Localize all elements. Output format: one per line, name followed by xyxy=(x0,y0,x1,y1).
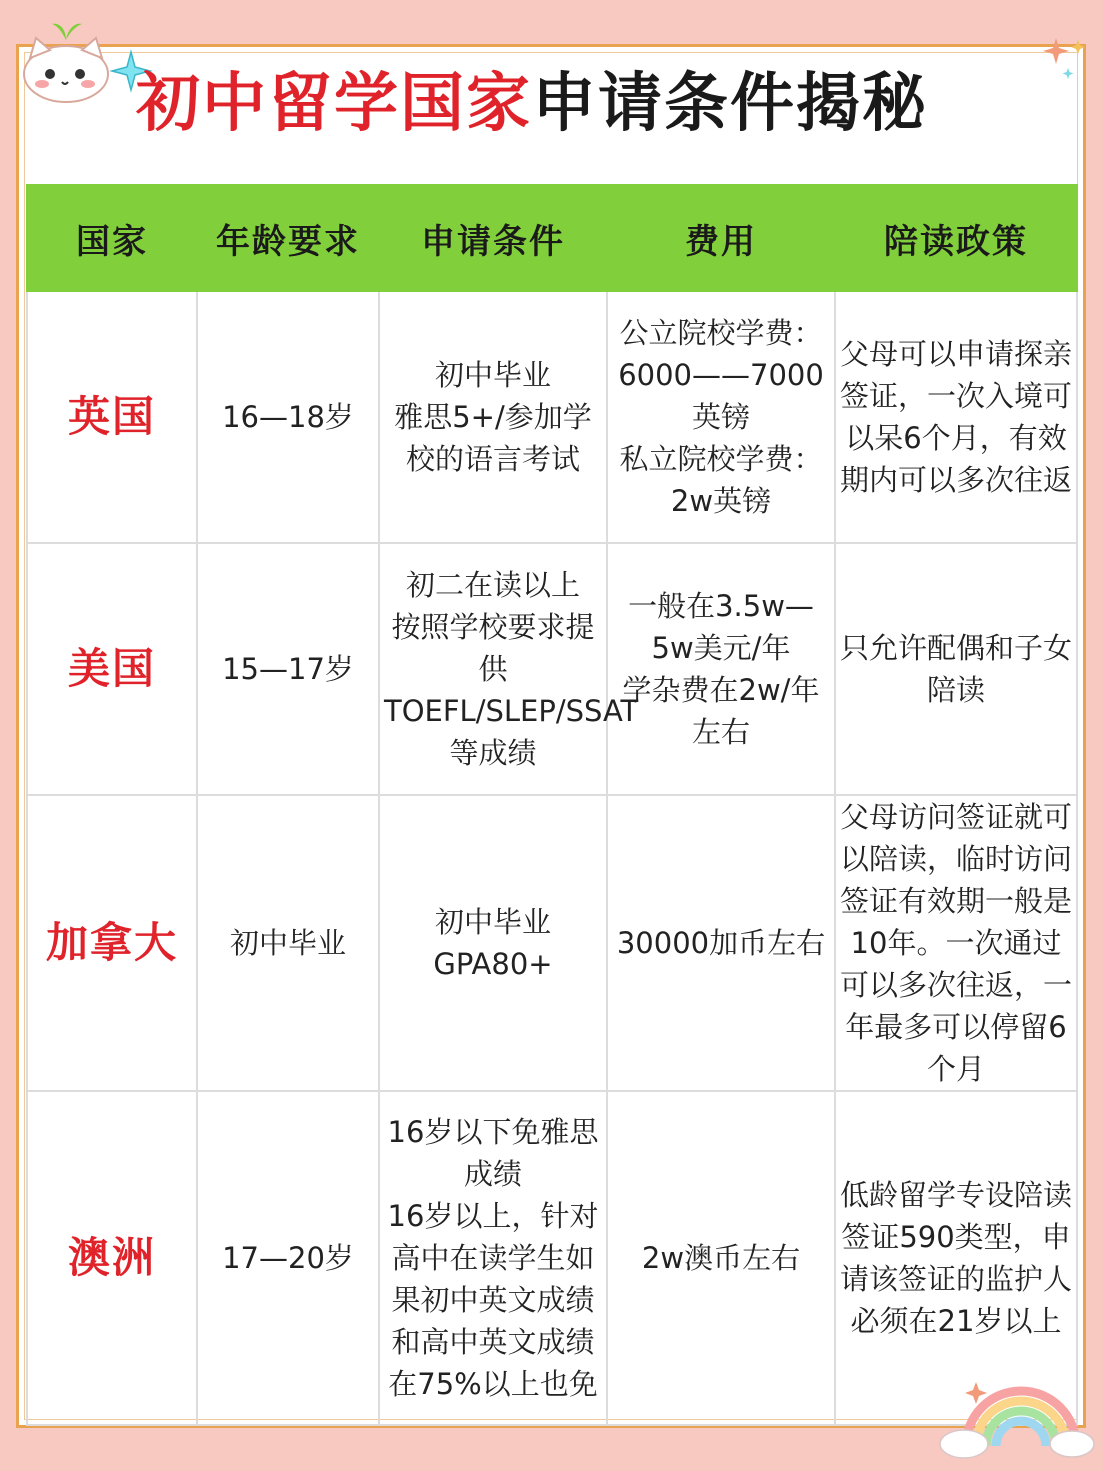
title-black-part: 申请条件揭秘 xyxy=(532,67,928,141)
table-row xyxy=(27,543,1077,795)
conditions-cell: 初二在读以上 按照学校要求提供TOEFL/SLEP/SSAT等成绩 xyxy=(379,543,607,795)
conditions-cell: 16岁以下免雅思成绩 16岁以上，针对高中在读学生如果初中英文成绩和高中英文成绩在75%以上也免 xyxy=(379,1091,607,1425)
table-header-row xyxy=(27,185,1077,291)
page-title xyxy=(136,56,1036,152)
country-cell: 澳洲 xyxy=(27,1091,197,1425)
conditions-cell: 初中毕业 雅思5+/参加学校的语言考试 xyxy=(379,291,607,543)
policy-cell: 父母可以申请探亲签证，一次入境可以呆6个月，有效期内可以多次往返 xyxy=(835,291,1077,543)
cost-cell: 一般在3.5w—5w美元/年 学杂费在2w/年左右 xyxy=(607,543,835,795)
country-cell: 美国 xyxy=(27,543,197,795)
table-row xyxy=(27,291,1077,543)
table-row xyxy=(27,795,1077,1091)
country-cell: 英国 xyxy=(27,291,197,543)
title-red-part: 初中留学国家 xyxy=(136,67,532,141)
cost-cell: 2w澳币左右 xyxy=(607,1091,835,1425)
cost-cell: 30000加币左右 xyxy=(607,795,835,1091)
age-cell: 17—20岁 xyxy=(197,1091,379,1425)
policy-cell: 只允许配偶和子女陪读 xyxy=(835,543,1077,795)
comparison-table xyxy=(26,184,1078,1426)
policy-cell: 低龄留学专设陪读签证590类型，申请该签证的监护人必须在21岁以上 xyxy=(835,1091,1077,1425)
policy-cell: 父母访问签证就可以陪读，临时访问签证有效期一般是10年。一次通过可以多次往返，一年最多可以停留6个月 xyxy=(835,795,1077,1091)
sparkle-star-icon xyxy=(1038,34,1088,84)
header-cost: 费用 xyxy=(607,185,835,291)
age-cell: 16—18岁 xyxy=(197,291,379,543)
header-policy: 陪读政策 xyxy=(835,185,1077,291)
cost-cell: 公立院校学费：6000——7000英镑 私立院校学费：2w英镑 xyxy=(607,291,835,543)
age-cell: 15—17岁 xyxy=(197,543,379,795)
conditions-cell: 初中毕业 GPA80+ xyxy=(379,795,607,1091)
header-conditions: 申请条件 xyxy=(379,185,607,291)
header-age: 年龄要求 xyxy=(197,185,379,291)
country-cell: 加拿大 xyxy=(27,795,197,1091)
cat-sprout-icon xyxy=(18,18,114,106)
header-country: 国家 xyxy=(27,185,197,291)
table-row xyxy=(27,1091,1077,1425)
rainbow-cloud-icon xyxy=(936,1376,1096,1460)
age-cell: 初中毕业 xyxy=(197,795,379,1091)
